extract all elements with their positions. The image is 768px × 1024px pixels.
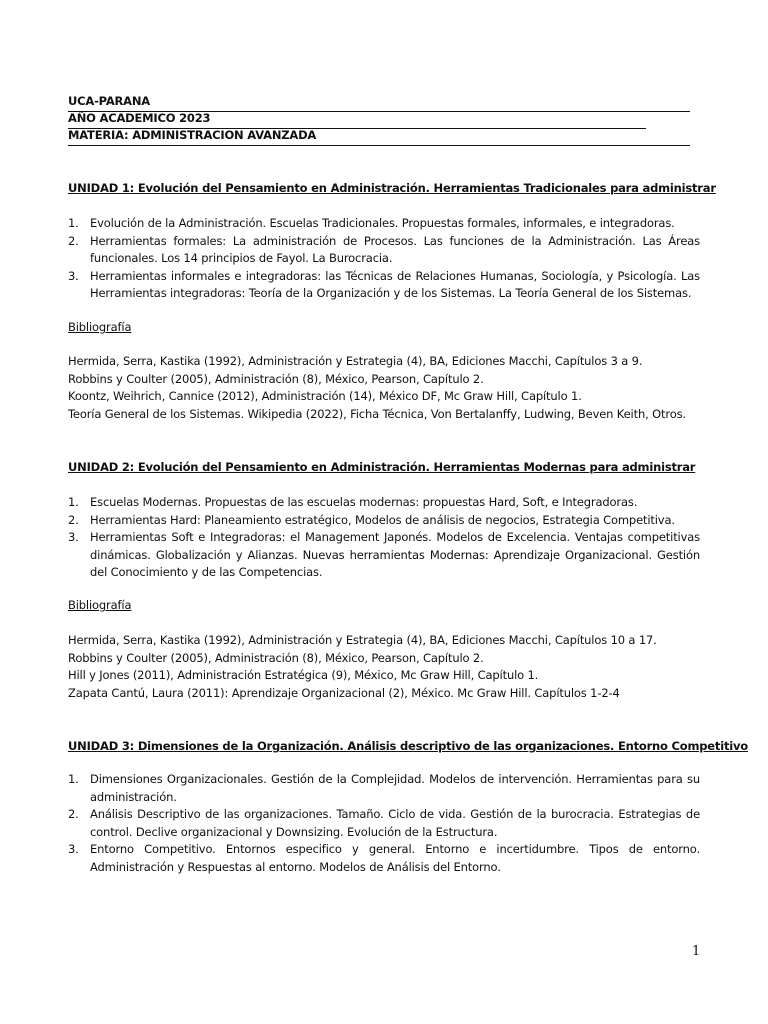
bibliography-entry: Robbins y Coulter (2005), Administración (8), México, Pearson, Capítulo 2. [68,650,484,665]
list-item: 2. Análisis Descriptivo de las organizaciones. Tamaño. Ciclo de vida. Gestión de la burocracia. Estrategias de control. Declive organizacional y Downsizing. Evolución de la Estructura. [68,807,700,839]
bibliography-entry: Koontz, Weihrich, Cannice (2012), Administración (14), México DF, Mc Graw Hill, Capítulo 1. [68,389,582,404]
unit-1-bibliography-heading: Bibliografía [68,320,132,334]
unit-1-topics [68,215,700,303]
list-item: 3. Entorno Competitivo. Entornos especifico y general. Entorno e incertidumbre. Tipos de entorno. Administración y Respuestas al entorno. Modelos de Análisis del Entorno. [68,842,700,874]
unit-2-title: UNIDAD 2: Evolución del Pensamiento en Administración. Herramientas Modernas para administrar [68,460,696,474]
unit-2-bibliography [68,632,708,702]
bibliography-entry: Hill y Jones (2011), Administración Estratégica (9), México, Mc Graw Hill, Capítulo 1. [68,668,539,683]
page-number: 1 [692,944,701,959]
list-item: 1. Dimensiones Organizacionales. Gestión de la Complejidad. Modelos de intervención. Herramientas para su administración. [68,772,700,804]
bibliography-entry: Zapata Cantú, Laura (2011): Aprendizaje Organizacional (2), México. Mc Graw Hill. Capítulos 1-2-4 [68,685,620,700]
unit-2-topics [68,494,700,582]
list-item: 2. Herramientas formales: La administración de Procesos. Las funciones de la Administración. Las Áreas funcionales. Los 14 principios de Fayol. La Burocracia. [68,233,700,266]
header-institution: UCA-PARANA [68,94,690,112]
bibliography-entry: Hermida, Serra, Kastika (1992), Administración y Estrategia (4), BA, Ediciones Macchi, Capítulos 10 a 17. [68,633,657,647]
bibliography-entry: Teoría General de los Sistemas. Wikipedia (2022), Ficha Técnica, Von Bertalanffy, Ludwing, Beven Keith, Otros. [68,406,686,421]
unit-3-title: UNIDAD 3: Dimensiones de la Organización. Análisis descriptivo de las organizaciones. Entorno Competitivo [68,739,748,753]
list-item: 1. Escuelas Modernas. Propuestas de las escuelas modernas: propuestas Hard, Soft, e Integradoras. [68,495,638,509]
unit-3-topics [68,771,700,877]
unit-2-bibliography-heading: Bibliografía [68,598,132,612]
list-item: 3. Herramientas informales e integradoras: las Técnicas de Relaciones Humanas, Sociología, y Psicología. Las Herramientas integradoras: Teoría de la Organización y de los Sistemas. La Teoría General de los Sistemas. [68,268,700,301]
list-item: 2. Herramientas Hard: Planeamiento estratégico, Modelos de análisis de negocios, Estrategia Competitiva. [68,512,675,527]
bibliography-entry: Hermida, Serra, Kastika (1992), Administración y Estrategia (4), BA, Ediciones Macchi, Capítulos 3 a 9. [68,354,643,368]
unit-1-title: UNIDAD 1: Evolución del Pensamiento en Administración. Herramientas Tradicionales para administrar [68,181,716,195]
list-item: 3. Herramientas Soft e Integradoras: el Management Japonés. Modelos de Excelencia. Ventajas competitivas dinámicas. Globalización y Alianzas. Nuevas herramientas Modernas: Aprendizaje Organizacional. Gestión del Conocimiento y de las Competencias. [68,530,700,580]
bibliography-entry: Robbins y Coulter (2005), Administración (8), México, Pearson, Capítulo 2. [68,371,484,386]
unit-1-bibliography [68,353,708,423]
header-subject: MATERIA: ADMINISTRACION AVANZADA [68,128,690,146]
list-item: 1. Evolución de la Administración. Escuelas Tradicionales. Propuestas formales, informales, e integradoras. [68,216,675,230]
header-academic-year: AÑO ACADEMICO 2023 [68,111,646,129]
